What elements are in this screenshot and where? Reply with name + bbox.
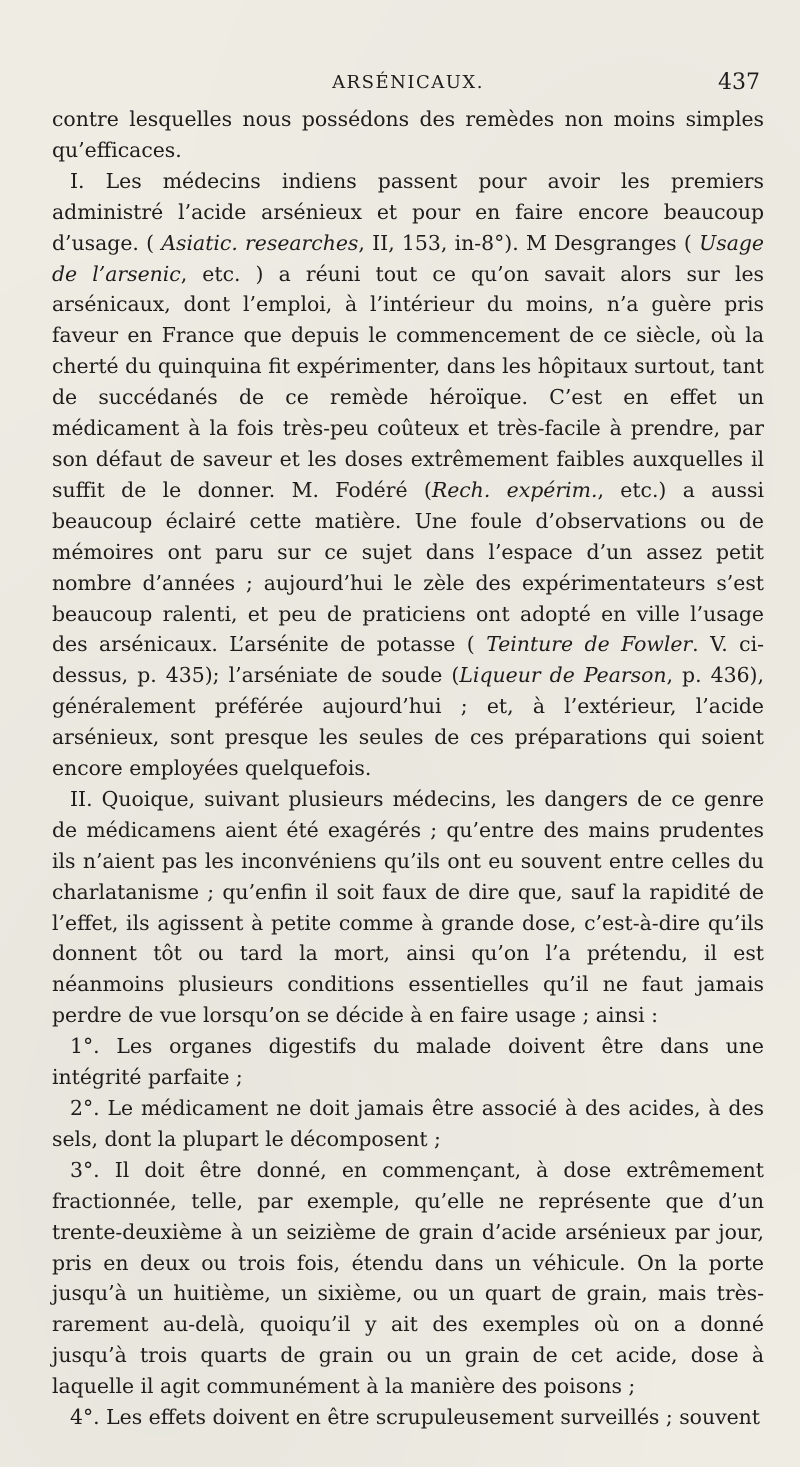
text-run: 4°. Les effets doivent en être scrupuleusement surveillés ; souvent — [70, 1405, 760, 1430]
italic-citation: Asiatic. researches — [161, 230, 359, 255]
italic-citation: Usage de l’arsenic — [52, 230, 764, 286]
paragraph-continuation — [52, 104, 764, 166]
italic-citation: Liqueur de Pearson — [459, 663, 667, 688]
page-number: 437 — [718, 70, 760, 95]
body-text — [52, 104, 764, 1433]
text-run: . V. ci-dessus, p. 435); l’arséniate de soude ( — [52, 632, 764, 688]
paragraph-condition-1 — [52, 1031, 764, 1093]
text-run: II. Quoique, suivant plusieurs médecins, les dangers de ce genre de médicamens aient été exagérés ; qu’entre des mains prudentes ils n’aient pas les inconvéniens qu’ils ont eu souvent entre celles du charlatanisme ; qu’enfin il soit faux de dire que, sauf la rapidité de l’effet, ils agissent à petite comme à grande dose, c’est-à-dire qu’ils donnent tôt ou tard la mort, ainsi qu’on l’a prétendu, il est néanmoins plusieurs conditions essentielles qu’il ne faut jamais perdre de vue lorsqu’on se décide à en faire usage ; ainsi : — [52, 786, 764, 1028]
page-header — [52, 60, 764, 104]
italic-citation: Teinture de Fowler — [486, 632, 693, 657]
text-run: 2°. Le médicament ne doit jamais être associé à des acides, à des sels, dont la plupart le décomposent ; — [52, 1096, 764, 1151]
paragraph-condition-4 — [52, 1402, 764, 1433]
paragraph-condition-2 — [52, 1093, 764, 1155]
text-run: I. Les médecins indiens passent pour avoir les premiers administré l’acide arsénieux et pour en faire encore beaucoup d’usage. ( — [52, 168, 764, 255]
text-run: , p. 436), généralement préférée aujourd’hui ; et, à l’extérieur, l’acide arsénieux, sont presque les seules de ces préparations qui soient encore employées quelquefois. — [52, 663, 764, 781]
text-run: 1°. Les organes digestifs du malade doivent être dans une intégrité parfaite ; — [52, 1034, 764, 1090]
paragraph-condition-3 — [52, 1155, 764, 1402]
running-title: ARSÉNICAUX. — [332, 72, 484, 93]
paragraph-section-2 — [52, 784, 764, 1031]
italic-citation: Rech. expérim. — [431, 477, 598, 502]
text-run: , etc.) a aussi beaucoup éclairé cette matière. Une foule d’observations ou de mémoires ont paru sur ce sujet dans l’espace d’un assez petit nombre d’années ; aujourd’hui le zèle des expérimentateurs s’est beaucoup ralenti, et peu de praticiens ont adopté en ville l’usage des arsénicaux. L’arsénite de potasse ( — [52, 477, 764, 657]
text-run: , II, 153, in-8°). M Desgranges ( — [358, 230, 700, 255]
text-run: 3°. Il doit être donné, en commençant, à dose extrêmement fractionnée, telle, par exemple, qu’elle ne représente que d’un trente-deuxième à un seizième de grain d’acide arsénieux par jour, pris en deux ou trois fois, étendu dans un véhicule. On la porte jusqu’à un huitième, un sixième, ou un quart de grain, mais très-rarement au-delà, quoiqu’il y ait des exemples où on a donné jusqu’à trois quarts de grain ou un grain de cet acide, dose à laquelle il agit communément à la manière des poisons ; — [52, 1157, 764, 1399]
text-run: contre lesquelles nous possédons des remèdes non moins simples qu’efficaces. — [52, 107, 764, 162]
paragraph-section-1 — [52, 166, 764, 784]
text-run: , etc. ) a réuni tout ce qu’on savait alors sur les arsénicaux, dont l’emploi, à l’intérieur du moins, n’a guère pris faveur en France que depuis le commencement de ce siècle, où la cherté du quinquina fit expérimenter, dans les hôpitaux surtout, tant de succédanés de ce remède héroïque. C’est en effet un médicament à la fois très-peu coûteux et très-facile à prendre, par son défaut de saveur et les doses extrêmement faibles auxquelles il suffit de le donner. M. Fodéré ( — [52, 261, 764, 502]
